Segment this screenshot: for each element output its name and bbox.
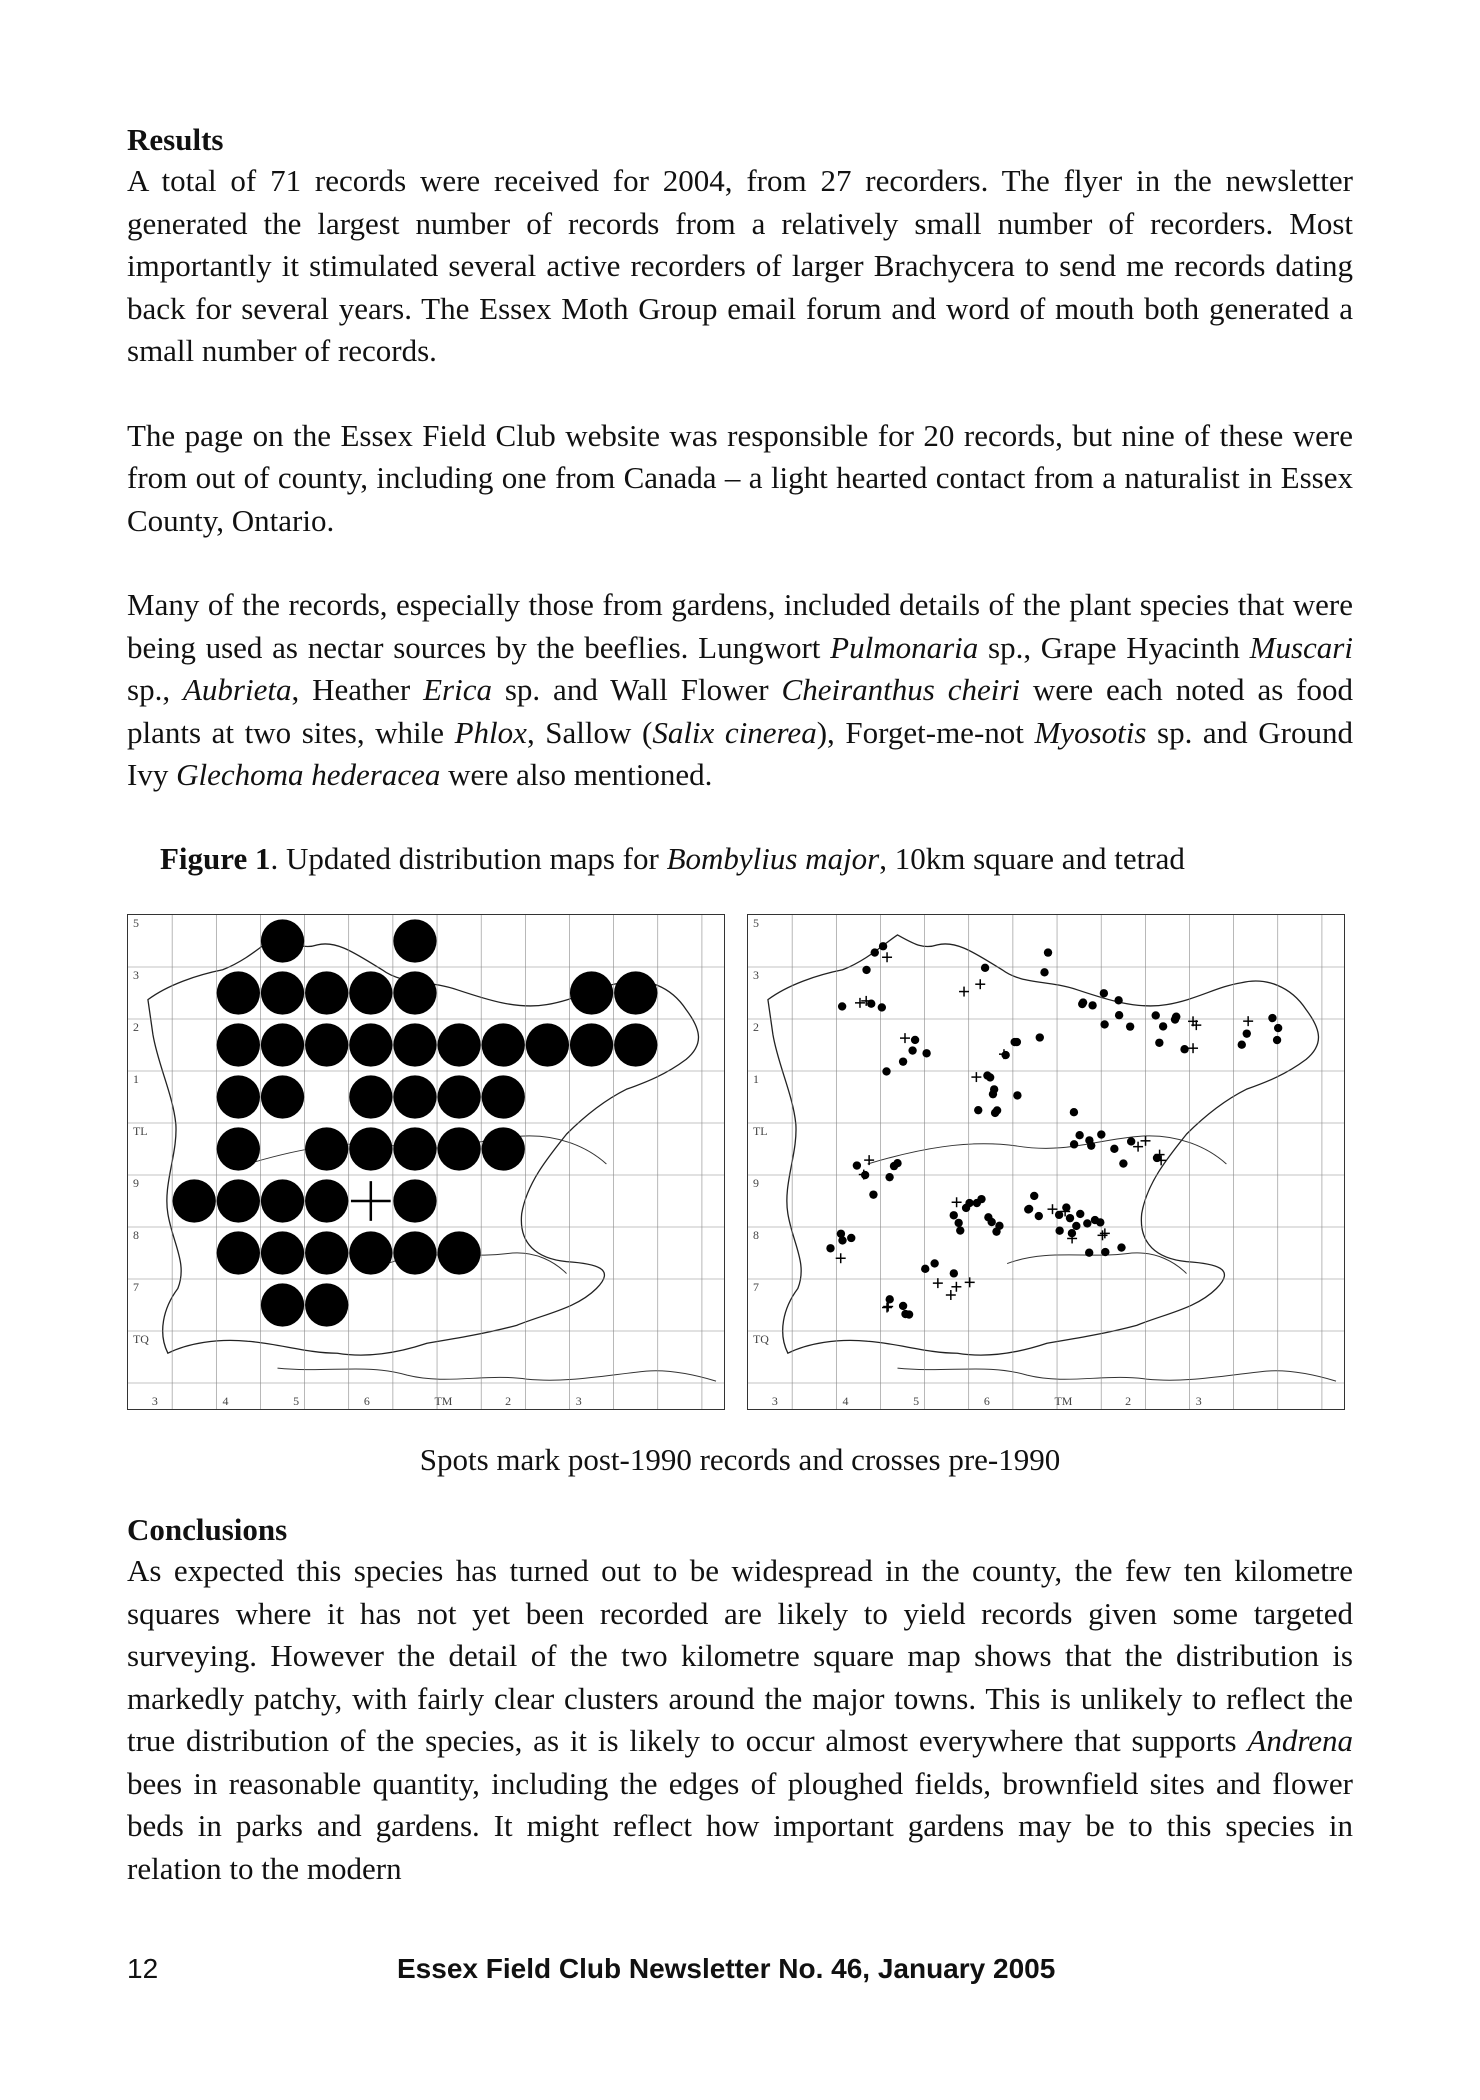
text-run: sp., <box>127 672 183 707</box>
left-col-label: 3 <box>151 1394 158 1409</box>
tetrad-spot <box>1088 1001 1096 1009</box>
tetrad-spot <box>1115 1011 1123 1019</box>
text-run: ), Forget-me-not <box>816 714 1035 750</box>
right-row-label: 9 <box>752 1175 759 1190</box>
right-col-label: 2 <box>1125 1394 1132 1409</box>
tetrad-spot <box>1097 1130 1105 1138</box>
record-spot <box>614 1023 657 1066</box>
figure-caption-species: Bombylius major <box>666 840 880 876</box>
tetrad-spot <box>1126 1022 1134 1030</box>
left-row-label: 7 <box>132 1279 139 1294</box>
right-estuary-north <box>868 1136 1227 1164</box>
figure-label: Figure 1 <box>160 840 271 876</box>
record-spot <box>393 1179 436 1222</box>
tetrad-spot <box>1035 1212 1043 1220</box>
italic-run: Muscari <box>1249 629 1353 665</box>
left-row-label: 1 <box>132 1071 139 1086</box>
record-spot <box>305 1127 348 1170</box>
record-spot <box>437 1023 480 1066</box>
tetrad-spot <box>838 1236 846 1244</box>
text-run: sp. and Ground Ivy <box>127 714 1353 792</box>
left-row-label: 5 <box>132 915 139 930</box>
tetrad-spot <box>1274 1024 1282 1032</box>
right-row-label: 2 <box>752 1019 759 1034</box>
left-row-label: 3 <box>132 967 139 982</box>
tetrad-spot <box>962 1204 970 1212</box>
right-estuary-south <box>1007 1253 1186 1274</box>
record-spot <box>393 1023 436 1066</box>
text-run: sp. and Wall Flower <box>491 672 782 707</box>
italic-run: Pulmonaria <box>830 629 979 665</box>
tetrad-spot <box>1127 1137 1135 1145</box>
record-spot <box>261 1023 304 1066</box>
text-run: were also mentioned. <box>440 757 713 792</box>
tetrad-spot <box>1238 1041 1246 1049</box>
record-spot <box>393 1127 436 1170</box>
record-spot <box>173 1179 216 1222</box>
map-tetrad <box>747 914 1345 1410</box>
tetrad-spot <box>1040 968 1048 976</box>
record-spot <box>261 1179 304 1222</box>
tetrad-spot <box>1100 989 1108 997</box>
record-spot <box>614 971 657 1014</box>
tetrad-spot <box>1117 1243 1125 1251</box>
tetrad-spot <box>1070 1140 1078 1148</box>
record-spot <box>526 1023 569 1066</box>
text-run: The page on the Essex Field Club website was responsible for 20 records, but nine of these were from out of county, including one from Canada – a light hearted contact from a naturalist in Essex County, Ontario. <box>127 417 1353 538</box>
tetrad-spot <box>901 1310 909 1318</box>
tetrad-spot <box>991 1109 999 1117</box>
record-spot <box>217 1023 260 1066</box>
tetrad-spot <box>950 1211 958 1219</box>
tetrad-spot <box>1110 1145 1118 1153</box>
conclusions-heading: Conclusions <box>127 1512 288 1547</box>
record-spot <box>305 1283 348 1326</box>
italic-run: Cheiranthus cheiri <box>781 672 1021 707</box>
tetrad-spot <box>899 1302 907 1310</box>
map-10km-svg <box>128 915 724 1409</box>
map-legend-note: Spots mark post-1990 records and crosses pre-1990 <box>419 1442 1061 1477</box>
tetrad-spot <box>950 1269 958 1277</box>
tetrad-spot <box>1072 1222 1080 1230</box>
record-spot <box>261 1283 304 1326</box>
text-run: Many of the records, especially those from gardens, included details of the plant species that were being used as nectar sources by the beeflies. Lungwort <box>127 587 1353 665</box>
tetrad-spot <box>862 966 870 974</box>
right-col-label: TM <box>1054 1394 1073 1409</box>
tetrad-spot <box>1152 1011 1160 1019</box>
tetrad-spot <box>1025 1205 1033 1213</box>
record-spot <box>305 1023 348 1066</box>
tetrad-spot <box>995 1222 1003 1230</box>
tetrad-spot <box>1013 1091 1021 1099</box>
record-spot <box>217 1231 260 1274</box>
record-spot <box>305 971 348 1014</box>
record-spot <box>261 971 304 1014</box>
left-col-label: 4 <box>222 1394 229 1409</box>
right-row-label: 8 <box>752 1227 759 1242</box>
tetrad-spot <box>853 1161 861 1169</box>
left-row-label: TQ <box>132 1331 149 1346</box>
right-col-label: 3 <box>1195 1394 1202 1409</box>
tetrad-spot <box>1180 1045 1188 1053</box>
italic-run: Myosotis <box>1034 714 1147 750</box>
right-col-label: 5 <box>913 1394 920 1409</box>
record-spot <box>349 971 392 1014</box>
text-run: As expected this species has turned out to be widespread in the county, the few ten kilometre squares where it has not yet been recorded are likely to yield records given some targeted surveying. However the detail of the two kilometre square map shows that the distribution is markedly patchy, with fairly clear clusters around the major towns. This is unlikely to reflect the true distribution of the species, as it is likely to occur almost everywhere that supports <box>127 1553 1353 1758</box>
right-row-label: 3 <box>752 967 759 982</box>
record-spot <box>482 1023 525 1066</box>
tetrad-spot <box>1010 1038 1018 1046</box>
tetrad-spot <box>1070 1108 1078 1116</box>
left-row-label: 8 <box>132 1227 139 1242</box>
tetrad-spot <box>921 1265 929 1273</box>
tetrad-spot <box>1119 1159 1127 1167</box>
tetrad-spot <box>1114 996 1122 1004</box>
tetrad-spot <box>1096 1218 1104 1226</box>
record-spot <box>393 1075 436 1118</box>
tetrad-spot <box>974 1106 982 1114</box>
record-spot <box>393 971 436 1014</box>
tetrad-spot <box>1062 1203 1070 1211</box>
left-row-label: 9 <box>132 1175 139 1190</box>
tetrad-spot <box>1036 1033 1044 1041</box>
tetrad-spot <box>981 964 989 972</box>
right-row-label: 1 <box>752 1071 759 1086</box>
tetrad-spot <box>989 1090 997 1098</box>
record-spot <box>305 1231 348 1274</box>
left-row-label: TL <box>132 1123 148 1138</box>
text-run: A total of 71 records were received for 2004, from 27 recorders. The flyer in the newsletter generated the largest number of records from a relatively small number of recorders. Most importantly it stimulated several active recorders of larger Brachycera to send me records dating back for several years. The Essex Moth Group email forum and word of mouth both generated a small number of records. <box>127 163 1353 368</box>
record-spot <box>349 1075 392 1118</box>
record-spot <box>217 1127 260 1170</box>
conclusions-section <box>127 1510 1353 1932</box>
tetrad-spot <box>1055 1227 1063 1235</box>
tetrad-spot <box>1159 1022 1167 1030</box>
tetrad-spot <box>893 1159 901 1167</box>
tetrad-spot <box>885 1173 893 1181</box>
distribution-maps <box>127 914 1353 1410</box>
left-col-label: 6 <box>363 1394 370 1409</box>
record-spot <box>261 919 304 962</box>
record-spot <box>349 1231 392 1274</box>
figure-caption-pre: . Updated distribution maps for <box>270 840 667 876</box>
italic-run: Aubrieta <box>182 672 292 707</box>
map-tetrad-svg <box>748 915 1344 1409</box>
conclusions-paragraph <box>127 1550 1353 1890</box>
right-kent-coast <box>897 1368 1336 1381</box>
record-spot <box>570 971 613 1014</box>
tetrad-spot <box>882 1067 890 1075</box>
tetrad-spot <box>879 942 887 950</box>
record-spot <box>349 1127 392 1170</box>
tetrad-spot <box>1273 1036 1281 1044</box>
tetrad-spot <box>983 1071 991 1079</box>
page-number: 12 <box>127 1953 159 1984</box>
tetrad-spot <box>878 1003 886 1011</box>
left-col-label: 3 <box>575 1394 582 1409</box>
tetrad-spot <box>886 1295 894 1303</box>
record-spot <box>570 1023 613 1066</box>
tetrad-spot <box>1076 1210 1084 1218</box>
tetrad-spot <box>1268 1014 1276 1022</box>
tetrad-spot <box>1101 1248 1109 1256</box>
left-col-label: TM <box>434 1394 453 1409</box>
tetrad-spot <box>922 1049 930 1057</box>
tetrad-spot <box>1172 1013 1180 1021</box>
left-col-label: 2 <box>505 1394 512 1409</box>
italic-run: Phlox <box>454 714 527 750</box>
record-spot <box>217 1179 260 1222</box>
record-spot <box>393 919 436 962</box>
tetrad-spot <box>1030 1192 1038 1200</box>
results-section <box>127 120 1353 879</box>
tetrad-spot <box>1155 1039 1163 1047</box>
record-spot <box>349 1023 392 1066</box>
left-row-label: 2 <box>132 1019 139 1034</box>
tetrad-spot <box>867 1000 875 1008</box>
record-spot <box>482 1127 525 1170</box>
right-row-label: 7 <box>752 1279 759 1294</box>
tetrad-spot <box>911 1036 919 1044</box>
record-spot <box>437 1231 480 1274</box>
italic-run: Erica <box>423 672 492 707</box>
results-paragraph-2 <box>127 415 1353 543</box>
tetrad-spot <box>1078 1000 1086 1008</box>
tetrad-spot <box>1153 1154 1161 1162</box>
figure-caption <box>160 839 1353 879</box>
tetrad-spot <box>1085 1136 1093 1144</box>
tetrad-spot <box>1085 1249 1093 1257</box>
right-row-label: TL <box>752 1123 768 1138</box>
results-heading: Results <box>127 122 224 157</box>
text-run: were each noted as food plants at two sites, while <box>127 672 1353 750</box>
text-run: bees in reasonable quantity, including the edges of ploughed fields, brownfield sites and flower beds in parks and gardens. It might reflect how important gardens may be to this species in relation to the modern <box>127 1765 1353 1886</box>
results-paragraph-1 <box>127 160 1353 373</box>
text-run: , Sallow ( <box>526 714 653 750</box>
record-spot <box>482 1075 525 1118</box>
tetrad-spot <box>930 1259 938 1267</box>
tetrad-spot <box>988 1218 996 1226</box>
text-run: sp., Grape Hyacinth <box>978 629 1250 665</box>
tetrad-spot <box>1066 1214 1074 1222</box>
text-run: , Heather <box>291 672 424 707</box>
tetrad-spot <box>977 1195 985 1203</box>
right-col-label: 3 <box>771 1394 778 1409</box>
tetrad-spot <box>1100 1020 1108 1028</box>
tetrad-spot <box>899 1057 907 1065</box>
right-county-outline <box>768 935 1319 1355</box>
right-col-label: 4 <box>842 1394 849 1409</box>
newsletter-title: Essex Field Club Newsletter No. 46, January 2005 <box>397 1953 1056 1984</box>
tetrad-spot <box>954 1219 962 1227</box>
record-spot <box>305 1179 348 1222</box>
italic-run: Glechoma hederacea <box>176 757 441 792</box>
italic-run: Salix cinerea <box>652 714 817 750</box>
tetrad-spot <box>1083 1219 1091 1227</box>
tetrad-spot <box>871 948 879 956</box>
record-spot <box>261 1231 304 1274</box>
record-spot <box>437 1075 480 1118</box>
left-col-label: 5 <box>293 1394 300 1409</box>
tetrad-spot <box>847 1234 855 1242</box>
record-spot <box>217 971 260 1014</box>
map-10km-square <box>127 914 725 1410</box>
figure-caption-post: , 10km square and tetrad <box>879 840 1185 876</box>
tetrad-spot <box>956 1226 964 1234</box>
tetrad-spot <box>1001 1051 1009 1059</box>
right-row-label: 5 <box>752 915 759 930</box>
tetrad-spot <box>1243 1029 1251 1037</box>
tetrad-spot <box>869 1190 877 1198</box>
right-row-label: TQ <box>752 1331 769 1346</box>
results-paragraph-3 <box>127 584 1353 797</box>
tetrad-spot <box>908 1046 916 1054</box>
left-kent-coast <box>277 1368 716 1381</box>
tetrad-spot <box>826 1244 834 1252</box>
record-spot <box>393 1231 436 1274</box>
right-col-label: 6 <box>983 1394 990 1409</box>
tetrad-spot <box>1044 948 1052 956</box>
italic-run: Andrena <box>1247 1723 1353 1758</box>
record-spot <box>261 1075 304 1118</box>
record-spot <box>217 1075 260 1118</box>
tetrad-spot <box>838 1002 846 1010</box>
record-spot <box>437 1127 480 1170</box>
tetrad-spot <box>1075 1131 1083 1139</box>
